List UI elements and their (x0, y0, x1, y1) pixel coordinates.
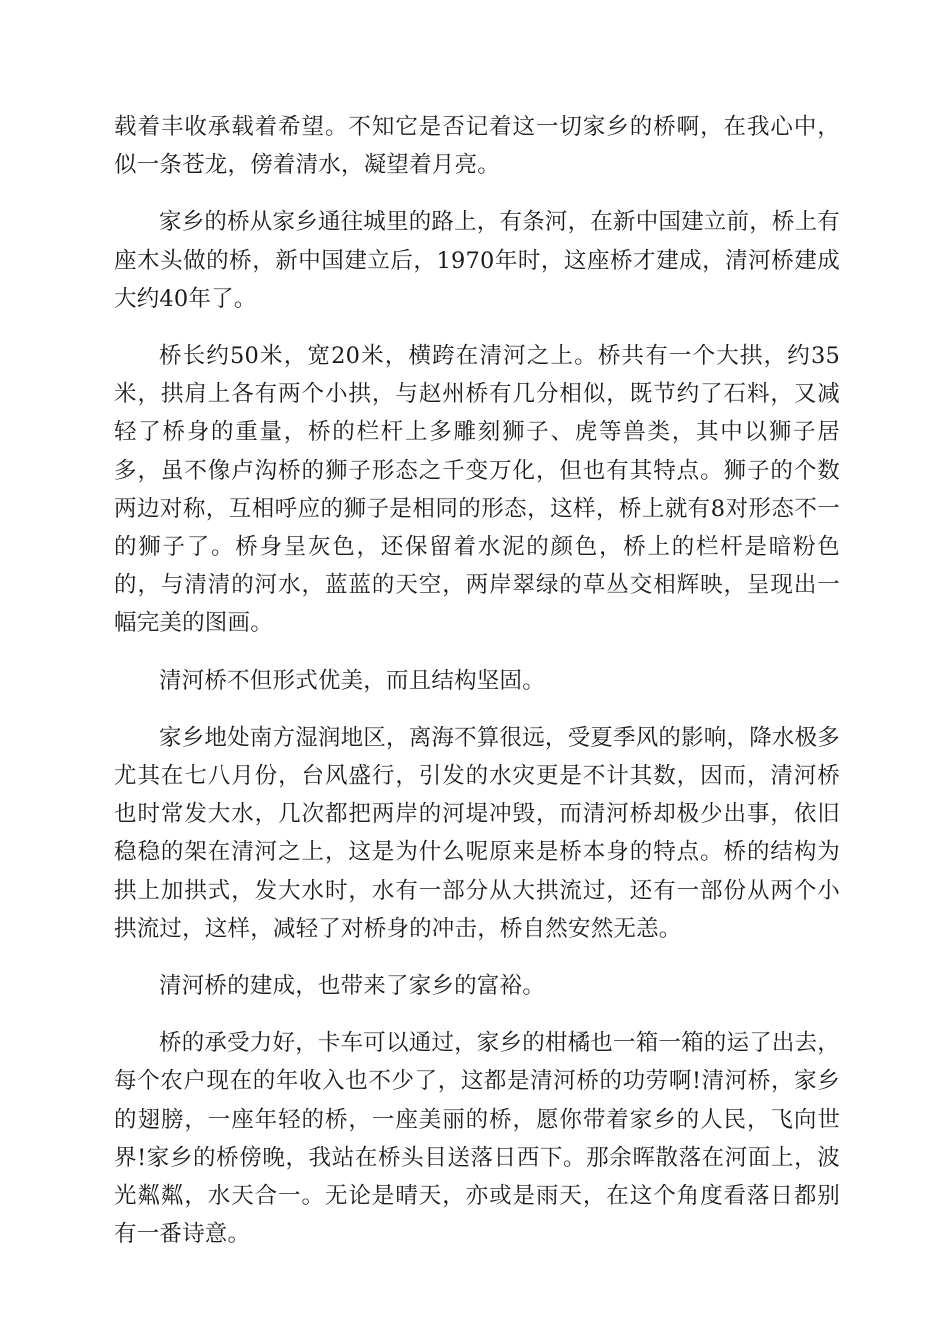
paragraph-7: 桥的承受力好，卡车可以通过，家乡的柑橘也一箱一箱的运了出去，每个农户现在的年收入也不少了，这都是清河桥的功劳啊!清河桥，家乡的翅膀，一座年轻的桥，一座美丽的桥，愿你带着家乡的人民，飞向世界!家乡的桥傍晚，我站在桥头目送落日西下。那余晖散落在河面上，波光粼粼，水天合一。无论是晴天，亦或是雨天，在这个角度看落日都别有一番诗意。 (114, 1030, 841, 1248)
paragraph-2: 家乡的桥从家乡通往城里的路上，有条河，在新中国建立前，桥上有座木头做的桥，新中国建立后，1970年时，这座桥才建成，清河桥建成大约40年了。 (114, 209, 841, 312)
paragraph-3: 桥长约50米，宽20米，横跨在清河之上。桥共有一个大拱，约35米，拱肩上各有两个小拱，与赵州桥有几分相似，既节约了石料，又减轻了桥身的重量，桥的栏杆上多雕刻狮子、虎等兽类，其中以狮子居多，虽不像卢沟桥的狮子形态之千变万化，但也有其特点。狮子的个数两边对称，互相呼应的狮子是相同的形态，这样，桥上就有8对形态不一的狮子了。桥身呈灰色，还保留着水泥的颜色，桥上的栏杆是暗粉色的，与清清的河水，蓝蓝的天空，两岸翠绿的草丛交相辉映，呈现出一幅完美的图画。 (114, 343, 840, 637)
paragraph-6: 清河桥的建成，也带来了家乡的富裕。 (159, 973, 545, 1000)
paragraph-5: 家乡地处南方湿润地区，离海不算很远，受夏季风的影响，降水极多尤其在七八月份，台风盛行，引发的水灾更是不计其数，因而，清河桥也时常发大水，几次都把两岸的河堤冲毁，而清河桥却极少出事，依旧稳稳的架在清河之上，这是为什么呢原来是桥本身的特点。桥的结构为拱上加拱式，发大水时，水有一部分从大拱流过，还有一部份从两个小拱流过，这样，减轻了对桥身的冲击，桥自然安然无恙。 (114, 724, 841, 942)
paragraph-4: 清河桥不但形式优美，而且结构坚固。 (159, 667, 545, 694)
document-body (114, 108, 840, 1272)
paragraph-1: 载着丰收承载着希望。不知它是否记着这一切家乡的桥啊，在我心中，似一条苍龙，傍着清水，凝望着月亮。 (114, 114, 840, 179)
